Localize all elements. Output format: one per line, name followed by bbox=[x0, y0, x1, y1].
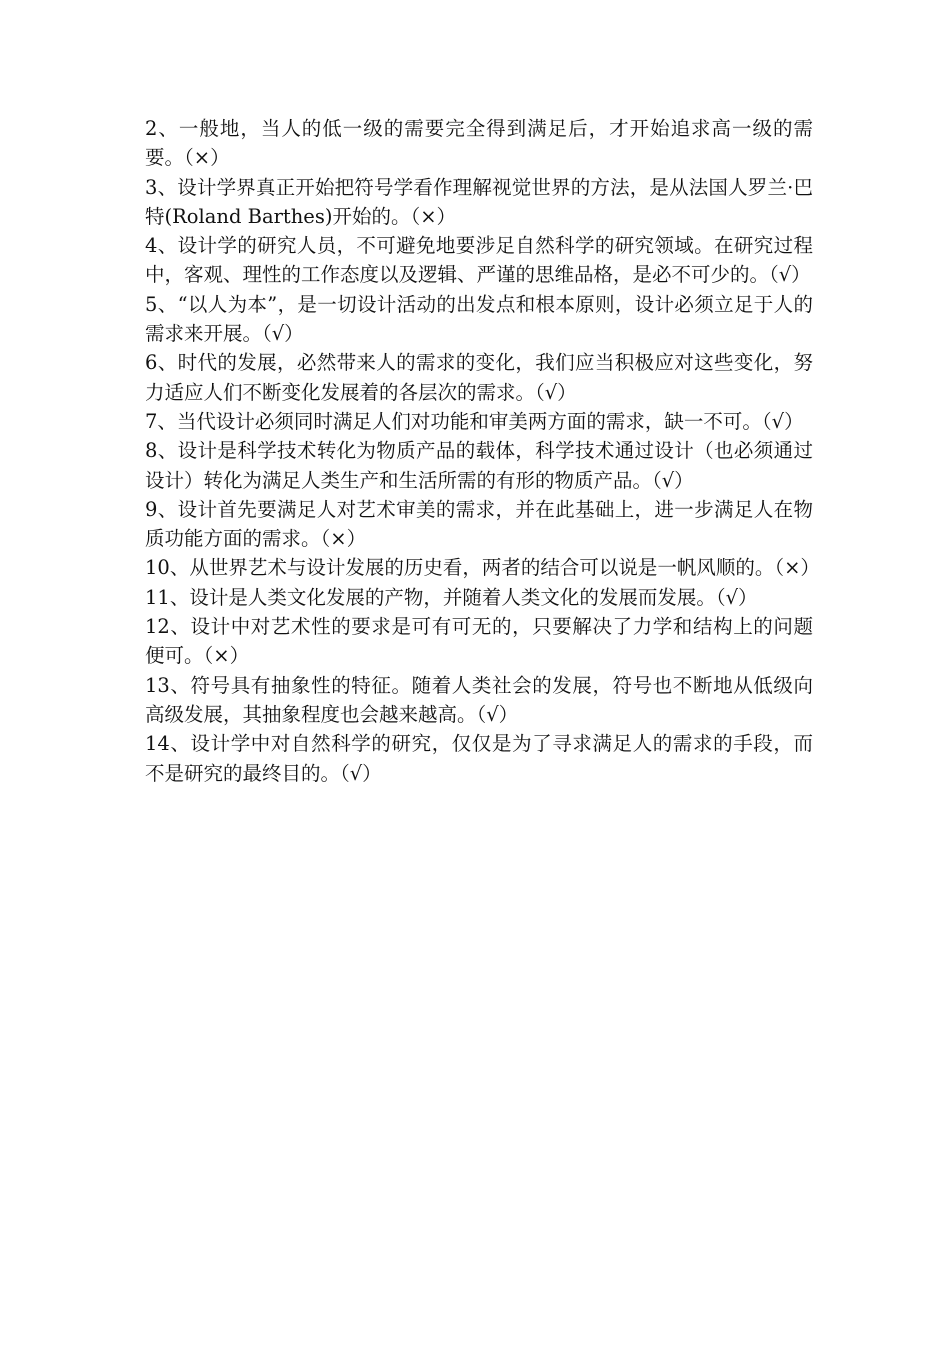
question-item-7: 7、当代设计必须同时满足人们对功能和审美两方面的需求，缺一不可。（√） bbox=[145, 409, 804, 433]
question-item-13: 13、符号具有抽象性的特征。随着人类社会的发展，符号也不断地从低级向高级发展，其抽象程度也会越来越高。（√） bbox=[145, 673, 813, 726]
question-item-9: 9、设计首先要满足人对艺术审美的需求，并在此基础上，进一步满足人在物质功能方面的需求。（×） bbox=[145, 497, 813, 551]
question-item-11: 11、设计是人类文化发展的产物，并随着人类文化的发展而发展。（√） bbox=[145, 585, 758, 609]
question-list bbox=[145, 114, 820, 788]
question-item-12: 12、设计中对艺术性的要求是可有可无的，只要解决了力学和结构上的问题便可。（×） bbox=[145, 615, 813, 668]
question-item-8: 8、设计是科学技术转化为物质产品的载体，科学技术通过设计（也必须通过设计）转化为满足人类生产和生活所需的有形的物质产品。（√） bbox=[145, 439, 813, 492]
question-item-2: 2、一般地，当人的低一级的需要完全得到满足后，才开始追求高一级的需要。（×） bbox=[145, 117, 813, 170]
question-item-6: 6、时代的发展，必然带来人的需求的变化，我们应当积极应对这些变化，努力适应人们不断变化发展着的各层次的需求。（√） bbox=[145, 351, 813, 404]
question-item-3: 3、设计学界真正开始把符号学看作理解视觉世界的方法，是从法国人罗兰·巴特(Roland Barthes)开始的。（×） bbox=[145, 175, 813, 228]
question-item-4: 4、设计学的研究人员，不可避免地要涉足自然科学的研究领域。在研究过程中，客观、理性的工作态度以及逻辑、严谨的思维品格，是必不可少的。（√） bbox=[145, 234, 813, 287]
question-item-5: 5、“以人为本”，是一切设计活动的出发点和根本原则，设计必须立足于人的需求来开展。（√） bbox=[145, 292, 813, 346]
question-item-14: 14、设计学中对自然科学的研究，仅仅是为了寻求满足人的需求的手段，而不是研究的最终目的。（√） bbox=[145, 732, 813, 785]
question-item-10: 10、从世界艺术与设计发展的历史看，两者的结合可以说是一帆风顺的。（×） bbox=[145, 556, 820, 580]
